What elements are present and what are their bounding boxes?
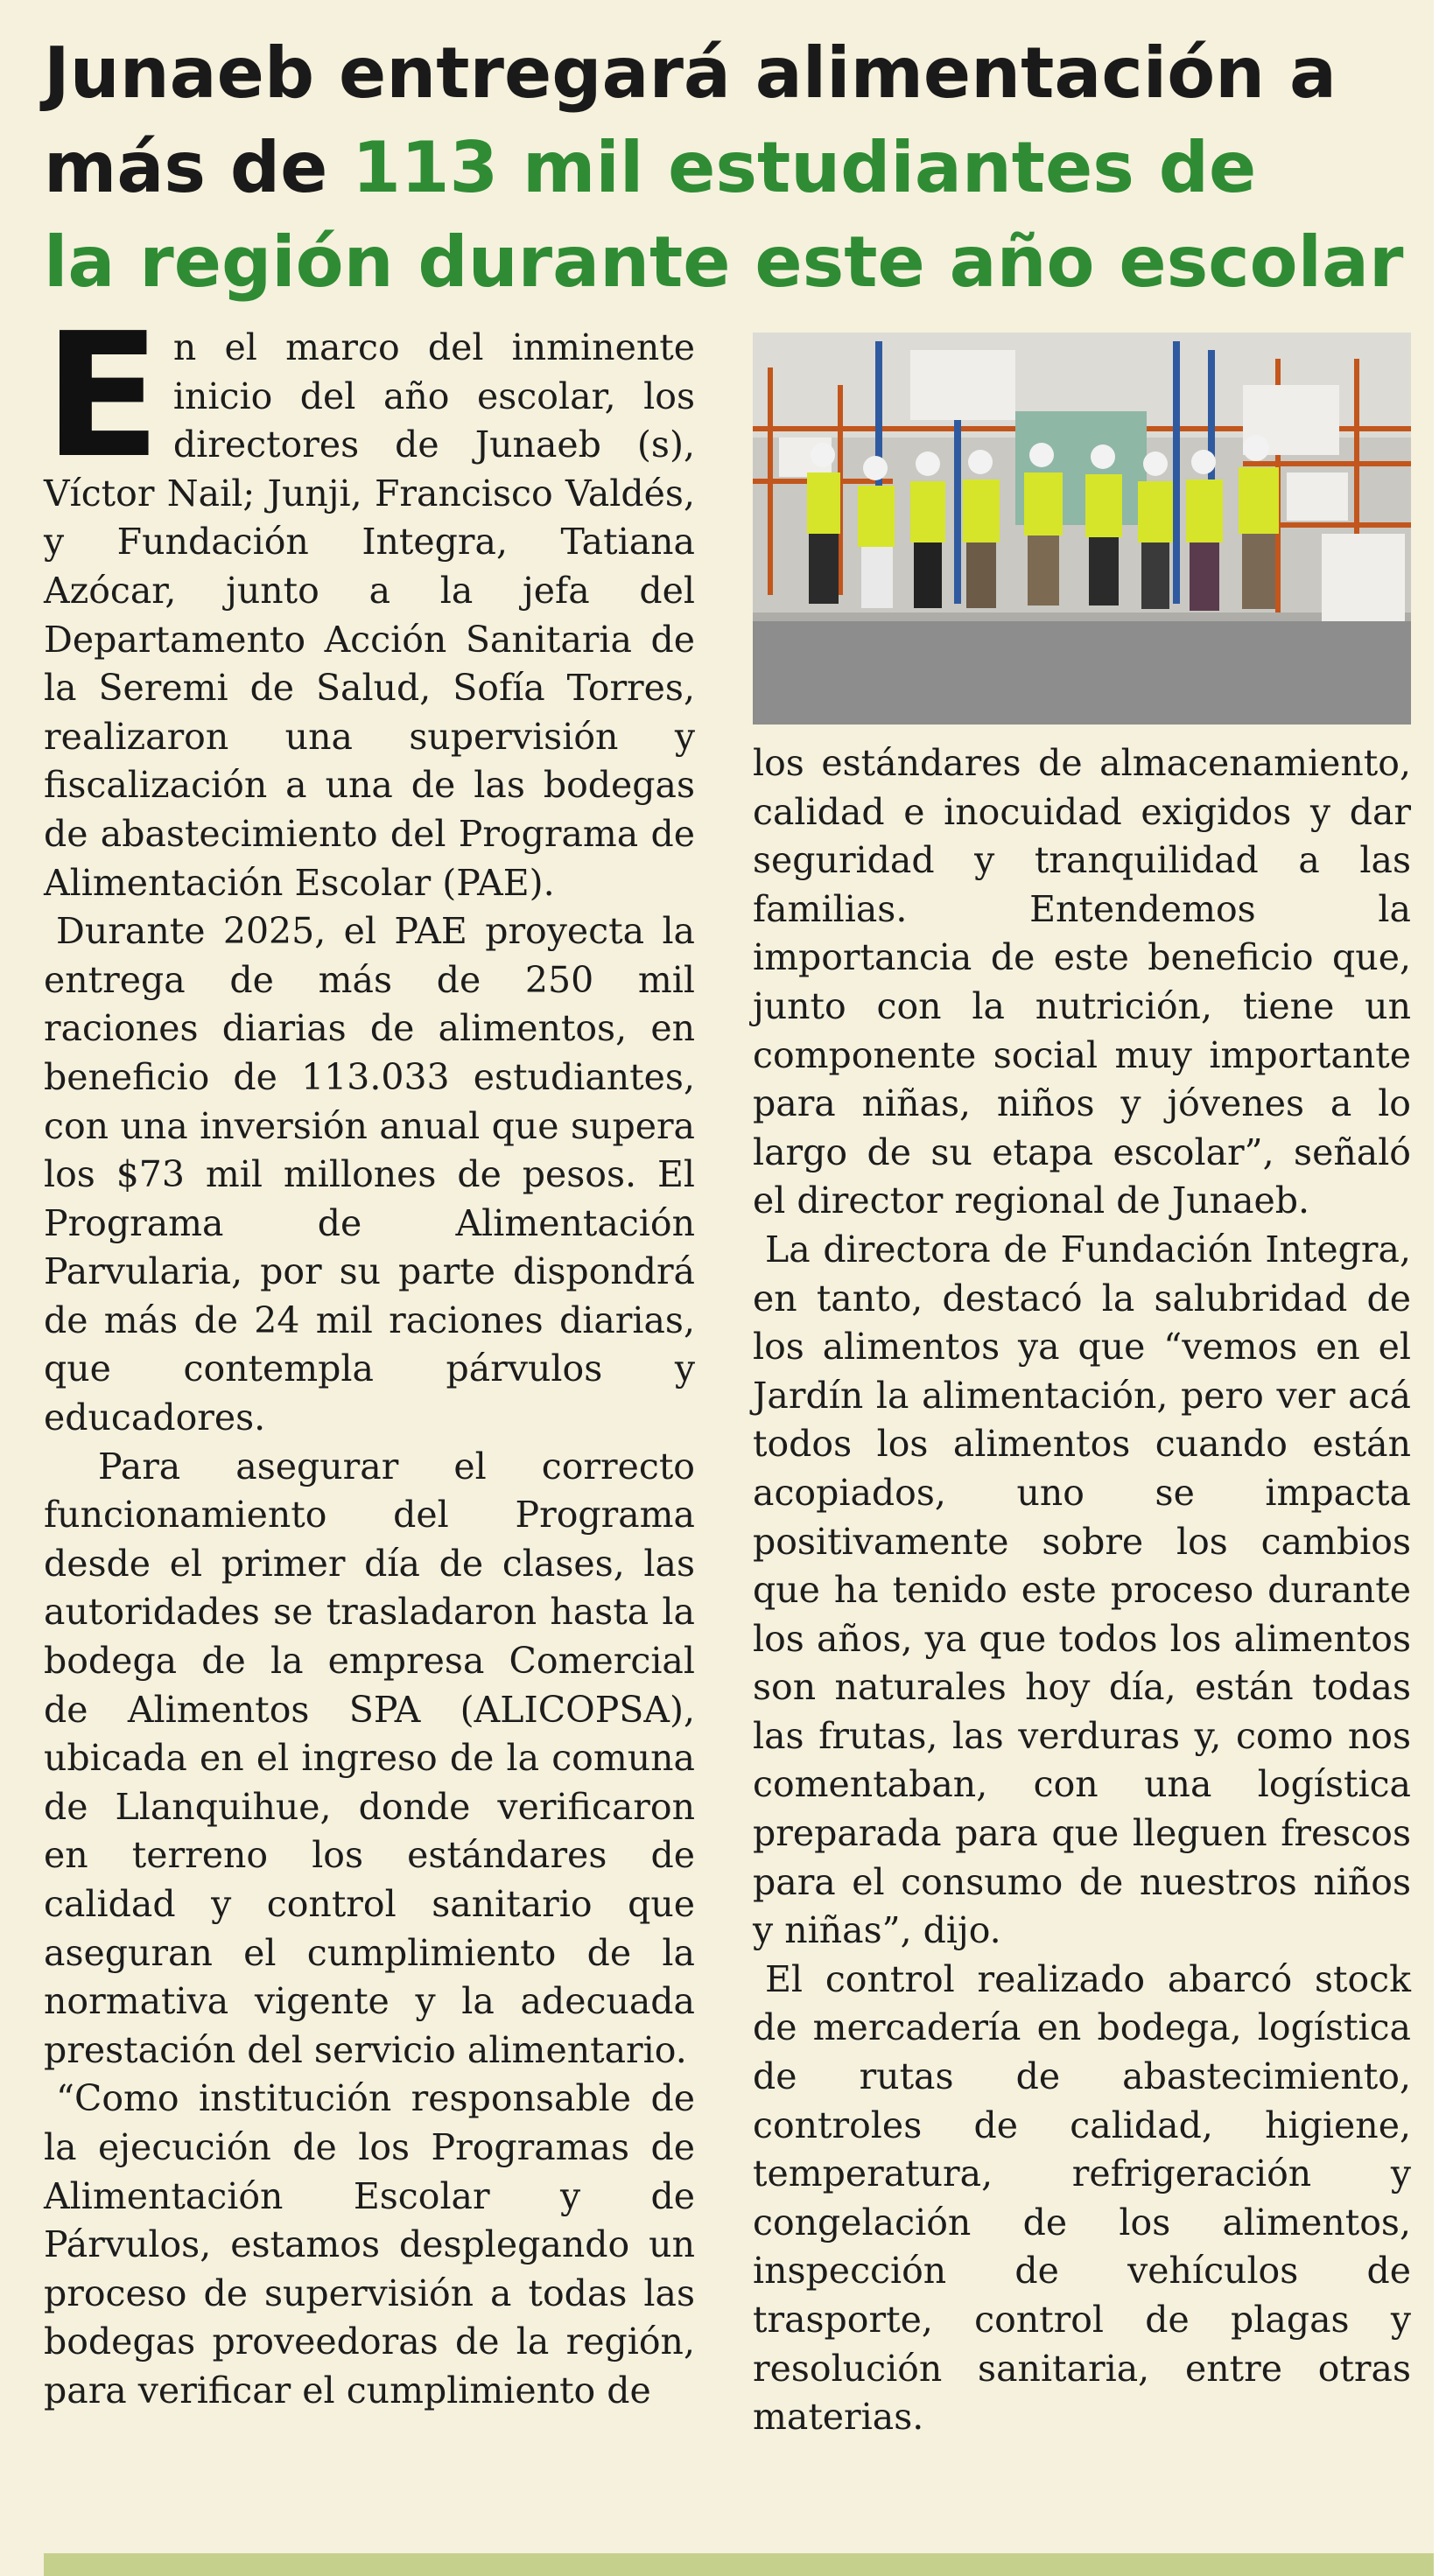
headline-line-3: la región durante este año escolar — [44, 221, 1404, 303]
article-paragraph-5: La directora de Fundación Integra, en tanto, destacó la salubridad de los alimentos ya que “vemos en el Jardín la alimentación, pero ver acá todos los alimentos cuando están acopiados, uno se impacta positivamente sobre los cambios que ha tenido este proceso durante los años, ya que todos los alimentos son naturales hoy día, están todas las frutas, las verduras y, como nos comentaban, con una logística preparada para que lleguen frescos para el consumo de nuestros niños y niñas”, dijo. — [753, 1228, 1411, 1952]
article-column-left — [44, 297, 695, 2416]
photo-illustration — [753, 332, 1411, 724]
article-paragraph-6: El control realizado abarcó stock de mercadería en bodega, logística de rutas de abastecimiento, controles de calidad, higiene, temperatura, refrigeración y congelación de los alimentos, inspección de vehículos de trasporte, control de plagas y resolución sanitaria, entre otras materias. — [753, 1957, 1411, 2439]
drop-cap: E — [44, 297, 161, 496]
footer-color-band — [44, 2553, 1435, 2576]
paragraph-1-text: n el marco del inminente inicio del año escolar, los directores de Junaeb (s), Víctor Nail; Junji, Francisco Valdés, y Fundación Integra, Tatiana Azócar, junto a la jefa del Departamento Acción Sanitaria de la Seremi de Salud, Sofía Torres, realizaron una supervisión y fiscalización a una de las bodegas de abastecimiento del Programa de Alimentación Escolar (PAE). — [44, 326, 695, 904]
article-paragraph-4: “Como institución responsable de la ejecución de los Programas de Alimentación Escolar y de Párvulos, estamos desplegando un proceso de supervisión a todas las bodegas proveedoras de la región, para verificar el cumplimiento de — [44, 2077, 695, 2412]
headline-line-1: Junaeb entregará alimentación a — [44, 32, 1337, 114]
article-paragraph-4-continued: los estándares de almacenamiento, calidad e inocuidad exigidos y dar seguridad y tranquilidad a las familias. Entendemos la importancia de este beneficio que, junto con la nutrición, tiene un componente social muy importante para niñas, niños y jóvenes a lo largo de su etapa escolar”, señaló el director regional de Junaeb. — [753, 742, 1411, 1222]
headline-line-2-highlight: 113 mil estudiantes de — [352, 127, 1257, 208]
article-paragraph-3: Para asegurar el correcto funcionamiento del Programa desde el primer día de clases, las autoridades se trasladaron hasta la bodega de la empresa Comercial de Alimentos SPA (ALICOPSA), ubicada en el ingreso de la comuna de Llanquihue, donde verificaron en terreno los estándares de calidad y control sanitario que aseguran el cumplimiento de la normativa vigente y la adecuada prestación del servicio alimentario. — [44, 1445, 695, 2071]
headline-line-2-start: más de — [44, 127, 353, 208]
warehouse-group-photo — [753, 332, 1411, 724]
page-right-margin — [1434, 0, 1446, 2576]
article-paragraph-1 — [44, 297, 695, 907]
article-paragraph-2: Durante 2025, el PAE proyecta la entrega de más de 250 mil raciones diarias de alimentos, en beneficio de 113.033 estudiantes, con una inversión anual que supera los $73 mil millones de pesos. El Programa de Alimentación Parvularia, por su parte dispondrá de más de 24 mil raciones diarias, que contempla párvulos y educadores. — [44, 910, 695, 1439]
headline — [44, 26, 1409, 310]
article-column-right — [753, 739, 1411, 2442]
